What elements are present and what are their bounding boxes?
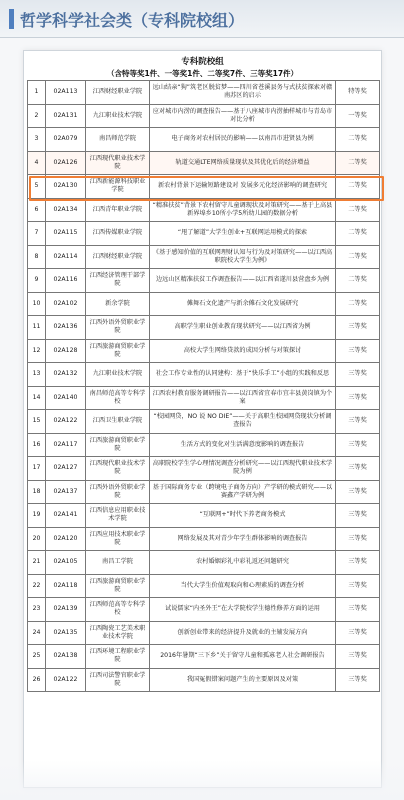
award-level: 三等奖	[336, 668, 380, 692]
table-row	[28, 598, 380, 622]
entry-title: “精准扶贫”背景下农村留守儿童调现状及对策研究——基于上高县新界埠乡10所小学5所幼儿园的数据分析	[150, 198, 336, 222]
table-row	[28, 269, 380, 293]
entry-code: 02A128	[46, 339, 86, 363]
school-name: 江西外语外贸职业学院	[86, 316, 150, 340]
bottom-fade	[0, 760, 404, 800]
award-level: 二等奖	[336, 175, 380, 199]
entry-title: 边远山区精准扶贫工作调查报告——以江西省遂川县营盘乡为例	[150, 269, 336, 293]
entry-title: 应对城市内涝的调查报告——基于八座城市内涝抽样城市与青岛市 对比分析	[150, 104, 336, 128]
award-level: 三等奖	[336, 339, 380, 363]
award-level: 二等奖	[336, 292, 380, 316]
entry-code: 02A141	[46, 504, 86, 528]
award-level: 三等奖	[336, 480, 380, 504]
school-name: 江西财经职业学院	[86, 81, 150, 105]
school-name: 九江职业技术学院	[86, 104, 150, 128]
award-level: 二等奖	[336, 151, 380, 175]
award-level: 三等奖	[336, 527, 380, 551]
entry-title: 基于国际商务专业（跨境电子商务方向）产学研的模式研究——以赛鑫产学研为例	[150, 480, 336, 504]
row-number: 3	[28, 128, 46, 152]
entry-code: 02A135	[46, 621, 86, 645]
award-level: 三等奖	[336, 551, 380, 575]
award-level: 三等奖	[336, 504, 380, 528]
row-number: 19	[28, 504, 46, 528]
award-level: 三等奖	[336, 363, 380, 387]
table-row	[28, 339, 380, 363]
award-level: 三等奖	[336, 386, 380, 410]
entry-code: 02A139	[46, 598, 86, 622]
entry-title: 社会工作专业性的认同建构：基于“快乐手工”小组的实践和反思	[150, 363, 336, 387]
award-level: 三等奖	[336, 598, 380, 622]
award-level: 三等奖	[336, 457, 380, 481]
school-name: 江西现代职业技术学院	[86, 457, 150, 481]
entry-code: 02A117	[46, 433, 86, 457]
school-name: 江西师范高等专科学校	[86, 598, 150, 622]
table-row	[28, 175, 380, 199]
row-number: 23	[28, 598, 46, 622]
entry-title: 《基于感知价值的互联网理财认知与行为及对策研究——以江西高职院校大学生为例》	[150, 245, 336, 269]
table-row	[28, 433, 380, 457]
entry-title: 高校大学生网络贷款的成因分析与对策探讨	[150, 339, 336, 363]
row-number: 6	[28, 198, 46, 222]
row-number: 18	[28, 480, 46, 504]
school-name: 江西环境工程职业学院	[86, 645, 150, 669]
school-name: 江西信息应用职业技术学院	[86, 504, 150, 528]
school-name: 江西旅游商贸职业学院	[86, 433, 150, 457]
table-row	[28, 198, 380, 222]
entry-title: 生活方式的变化对生活满意度影响的调查报告	[150, 433, 336, 457]
award-level: 三等奖	[336, 574, 380, 598]
entry-code: 02A140	[46, 386, 86, 410]
entry-code: 02A127	[46, 457, 86, 481]
entry-code: 02A105	[46, 551, 86, 575]
entry-code: 02A131	[46, 104, 86, 128]
school-name: 江西新能源科技职业学院	[86, 175, 150, 199]
table-subtitle: （含特等奖1件、一等奖1件、二等奖7件、三等奖17件）	[106, 69, 299, 78]
row-number: 22	[28, 574, 46, 598]
section-title: 哲学科学社会类（专科院校组）	[20, 11, 245, 30]
header-accent-bar	[9, 9, 14, 29]
entry-code: 02A138	[46, 645, 86, 669]
row-number: 4	[28, 151, 46, 175]
awards-table	[27, 80, 380, 692]
school-name: 江西经济管理干部学院	[86, 269, 150, 293]
award-level: 二等奖	[336, 245, 380, 269]
school-name: 江西旅游商贸职业学院	[86, 339, 150, 363]
table-row	[28, 104, 380, 128]
table-row	[28, 551, 380, 575]
table-row	[28, 292, 380, 316]
row-number: 15	[28, 410, 46, 434]
row-number: 13	[28, 363, 46, 387]
school-name: 江西司法警官职业学院	[86, 668, 150, 692]
row-number: 21	[28, 551, 46, 575]
table-row	[28, 245, 380, 269]
entry-code: 02A134	[46, 198, 86, 222]
school-name: 江西传媒职业学院	[86, 222, 150, 246]
row-number: 8	[28, 245, 46, 269]
table-row	[28, 81, 380, 105]
school-name: 新余学院	[86, 292, 150, 316]
table-row	[28, 504, 380, 528]
entry-code: 02A118	[46, 574, 86, 598]
entry-code: 02A113	[46, 81, 86, 105]
entry-title: 当代大学生价值观取向和心理素质的调查分析	[150, 574, 336, 598]
row-number: 10	[28, 292, 46, 316]
row-number: 25	[28, 645, 46, 669]
school-name: 南昌师范高等专科学校	[86, 386, 150, 410]
school-name: 江西旅游商贸职业学院	[86, 574, 150, 598]
entry-title: 远山结亲“狗”筑老区脱贫梦——四川省苍溪县务与式扶贫探索对赣南苏区的启示	[150, 81, 336, 105]
entry-code: 02A115	[46, 222, 86, 246]
row-number: 9	[28, 269, 46, 293]
school-name: 江西财经职业学院	[86, 245, 150, 269]
entry-title: “校园网贷，NO 说 NO DIE”——关于高职生校园网贷现状分析调查报告	[150, 410, 336, 434]
entry-title: 农村婚姻彩礼中彩礼返还问题研究	[150, 551, 336, 575]
table-row	[28, 527, 380, 551]
award-level: 三等奖	[336, 433, 380, 457]
table-row	[28, 480, 380, 504]
school-name: 九江职业技术学院	[86, 363, 150, 387]
entry-code: 02A126	[46, 151, 86, 175]
school-name: 江西陶瓷工艺美术职业技术学院	[86, 621, 150, 645]
entry-title: 新农村背景下运输短路建设对 发展多元化经济影响的调查研究	[150, 175, 336, 199]
school-name: 南昌工学院	[86, 551, 150, 575]
entry-title: 傩舞石文化遗产与新余傩石文化发展研究	[150, 292, 336, 316]
entry-code: 02A122	[46, 410, 86, 434]
school-name: 江西外语外贸职业学院	[86, 480, 150, 504]
section-header	[0, 0, 404, 38]
entry-title: 高职院校学生学心理情况调查分析研究——以江西现代职业技术学院为例	[150, 457, 336, 481]
entry-title: 江西农村教育服务调研报告——以江西省宜春市宜丰县黄岗镇为个案	[150, 386, 336, 410]
entry-code: 02A102	[46, 292, 86, 316]
award-level: 三等奖	[336, 316, 380, 340]
school-name: 江西青年职业学院	[86, 198, 150, 222]
entry-code: 02A137	[46, 480, 86, 504]
table-row	[28, 128, 380, 152]
entry-code: 02A114	[46, 245, 86, 269]
award-level: 一等奖	[336, 104, 380, 128]
row-number: 5	[28, 175, 46, 199]
table-row	[28, 151, 380, 175]
entry-title: “互联网+”时代下养老商务模式	[150, 504, 336, 528]
table-row	[28, 621, 380, 645]
entry-title: 高职学生职业创业教育现状研究——以江西省为例	[150, 316, 336, 340]
table-row	[28, 363, 380, 387]
entry-title: 试说儒家“内圣外王”在大学院校学生德性修养方面的运用	[150, 598, 336, 622]
entry-title: 轨道交通LTE网络质量现状及其优化后的经济增益	[150, 151, 336, 175]
award-level: 三等奖	[336, 621, 380, 645]
entry-title: “甩了解道”大学生创业+互联网运用模式的探索	[150, 222, 336, 246]
award-level: 二等奖	[336, 198, 380, 222]
school-name: 江西现代职业技术学院	[86, 151, 150, 175]
entry-title: 创新创业带来的经济提升及就业的主辅发展方向	[150, 621, 336, 645]
entry-code: 02A122	[46, 668, 86, 692]
table-row	[28, 410, 380, 434]
entry-title: 2016年暑期“三下乡”关于留守儿童和孤寡老人社会调研报告	[150, 645, 336, 669]
table-row	[28, 645, 380, 669]
school-name: 江西应用技术职业学院	[86, 527, 150, 551]
table-row	[28, 316, 380, 340]
award-level: 二等奖	[336, 128, 380, 152]
row-number: 2	[28, 104, 46, 128]
entry-code: 02A132	[46, 363, 86, 387]
entry-code: 02A116	[46, 269, 86, 293]
row-number: 24	[28, 621, 46, 645]
row-number: 16	[28, 433, 46, 457]
table-row	[28, 386, 380, 410]
award-level: 特等奖	[336, 81, 380, 105]
award-level: 三等奖	[336, 410, 380, 434]
table-row	[28, 222, 380, 246]
row-number: 11	[28, 316, 46, 340]
row-number: 14	[28, 386, 46, 410]
row-number: 20	[28, 527, 46, 551]
school-name: 江西卫生职业学院	[86, 410, 150, 434]
table-row	[28, 574, 380, 598]
entry-code: 02A120	[46, 527, 86, 551]
entry-code: 02A130	[46, 175, 86, 199]
entry-title: 电子商务对农村居民的影响——以南昌市进贤县为例	[150, 128, 336, 152]
row-number: 12	[28, 339, 46, 363]
table-title: 专科院校组	[181, 57, 224, 67]
row-number: 26	[28, 668, 46, 692]
results-document	[23, 50, 382, 788]
row-number: 17	[28, 457, 46, 481]
award-level: 二等奖	[336, 269, 380, 293]
school-name: 南昌师范学院	[86, 128, 150, 152]
entry-title: 我国冤假错案问题产生的主要原因及对策	[150, 668, 336, 692]
row-number: 7	[28, 222, 46, 246]
award-level: 三等奖	[336, 645, 380, 669]
award-level: 二等奖	[336, 222, 380, 246]
row-number: 1	[28, 81, 46, 105]
table-row	[28, 668, 380, 692]
table-row	[28, 457, 380, 481]
entry-title: 网络发展及其对青少年学生群体影响的调查报告	[150, 527, 336, 551]
entry-code: 02A079	[46, 128, 86, 152]
entry-code: 02A136	[46, 316, 86, 340]
